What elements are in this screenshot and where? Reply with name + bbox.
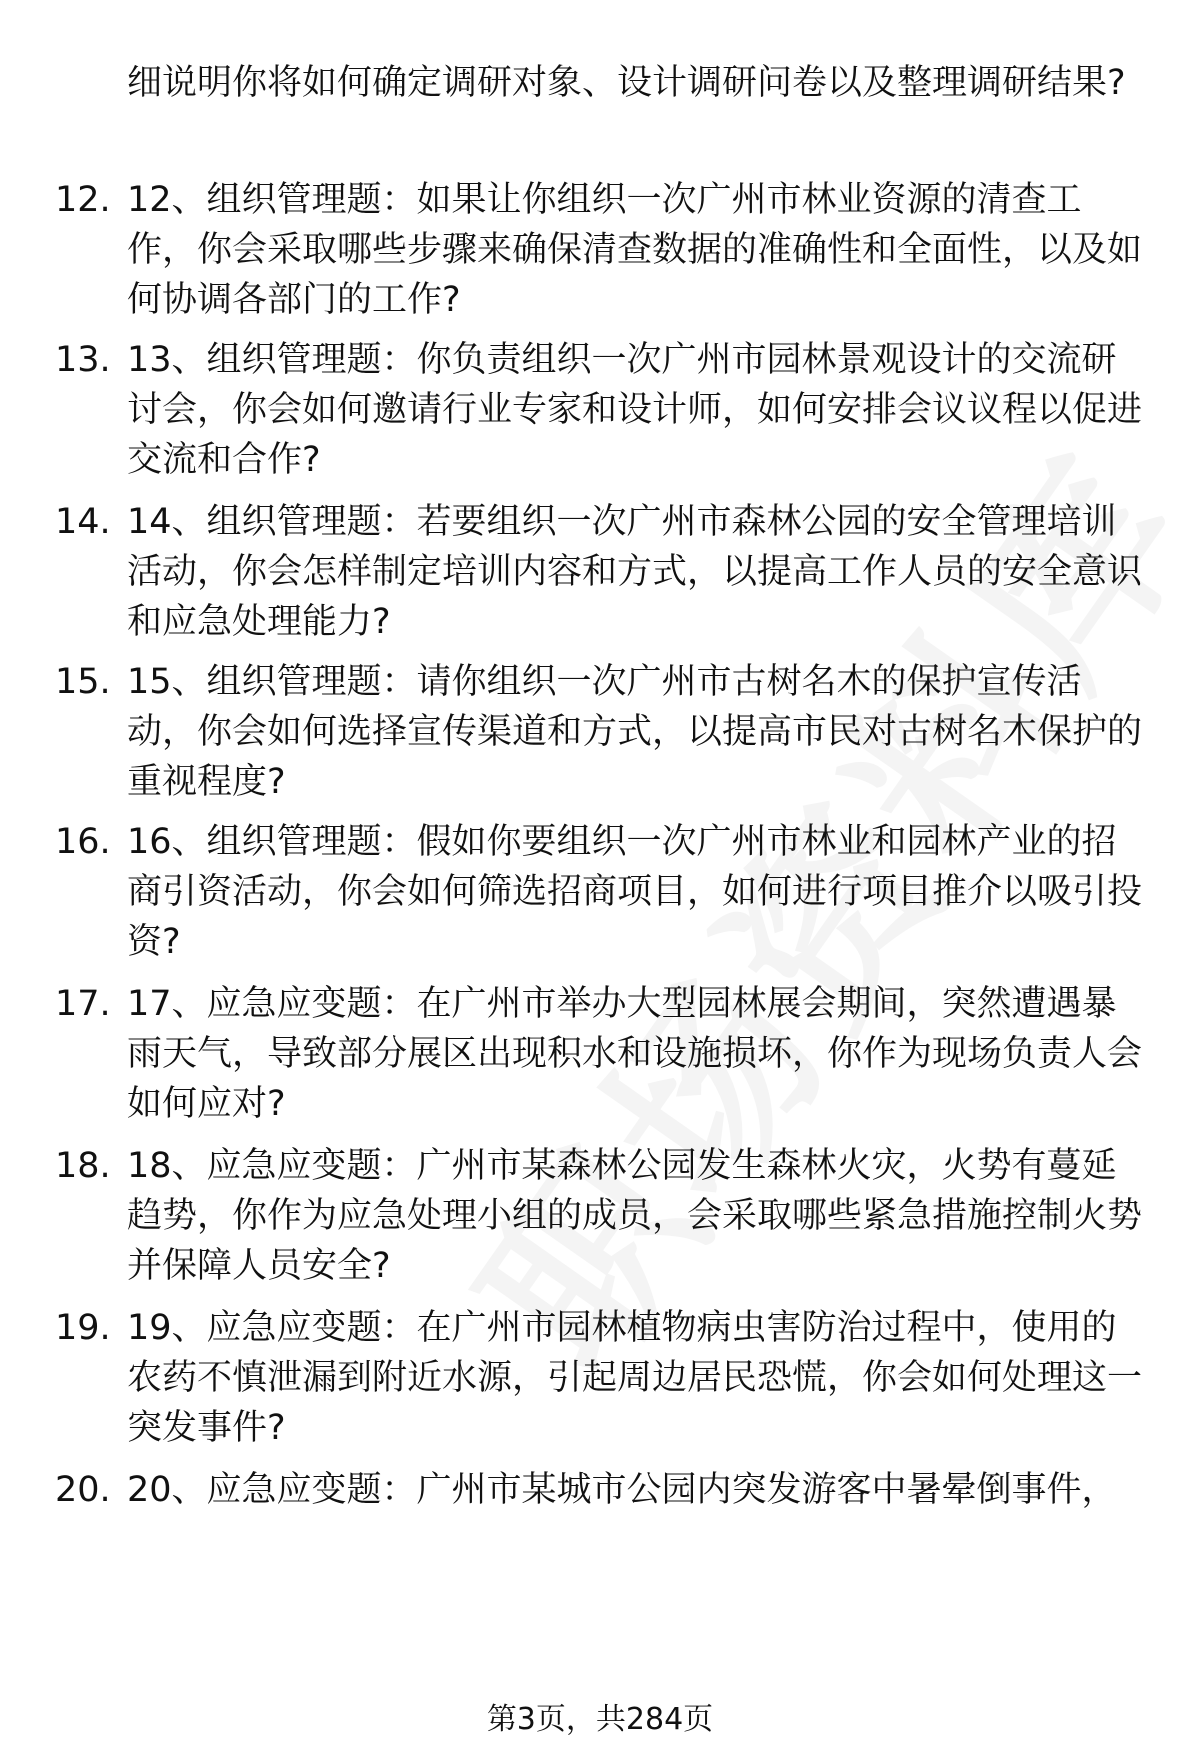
item-number: 20. [55,1470,111,1510]
item-text: 16、组织管理题：假如你要组织一次广州市林业和园林产业的招商引资活动，你会如何筛选招商项目，如何进行项目推介以吸引投资? [127,822,1143,962]
page-footer: 第3页，共284页 [486,1702,714,1737]
item-number: 16. [55,822,111,862]
item-number: 19. [55,1308,111,1348]
item-text: 13、组织管理题：你负责组织一次广州市园林景观设计的交流研讨会，你会如何邀请行业专家和设计师，如何安排会议议程以促进交流和合作? [127,340,1143,480]
item-number: 17. [55,984,111,1024]
item-number: 12. [55,180,111,220]
item-text: 18、应急应变题：广州市某森林公园发生森林火灾，火势有蔓延趋势，你作为应急处理小组的成员，会采取哪些紧急措施控制火势并保障人员安全? [127,1146,1143,1286]
item-number: 15. [55,662,111,702]
item-number: 14. [55,502,111,542]
continuation-text: 细说明你将如何确定调研对象、设计调研问卷以及整理调研结果? [127,63,1126,103]
item-text: 15、组织管理题：请你组织一次广州市古树名木的保护宣传活动，你会如何选择宣传渠道和方式，以提高市民对古树名木保护的重视程度? [127,662,1143,802]
item-number: 13. [55,340,111,380]
item-text: 17、应急应变题：在广州市举办大型园林展会期间，突然遭遇暴雨天气，导致部分展区出现积水和设施损坏，你作为现场负责人会如何应对? [127,984,1143,1124]
item-number: 18. [55,1146,111,1186]
item-text: 12、组织管理题：如果让你组织一次广州市林业资源的清查工作，你会采取哪些步骤来确保清查数据的准确性和全面性，以及如何协调各部门的工作? [127,180,1143,320]
item-text: 20、应急应变题：广州市某城市公园内突发游客中暑晕倒事件， [127,1470,1117,1510]
item-text: 14、组织管理题：若要组织一次广州市森林公园的安全管理培训活动，你会怎样制定培训内容和方式，以提高工作人员的安全意识和应急处理能力? [127,502,1143,642]
item-text: 19、应急应变题：在广州市园林植物病虫害防治过程中，使用的农药不慎泄漏到附近水源，引起周边居民恐慌，你会如何处理这一突发事件? [127,1308,1143,1448]
